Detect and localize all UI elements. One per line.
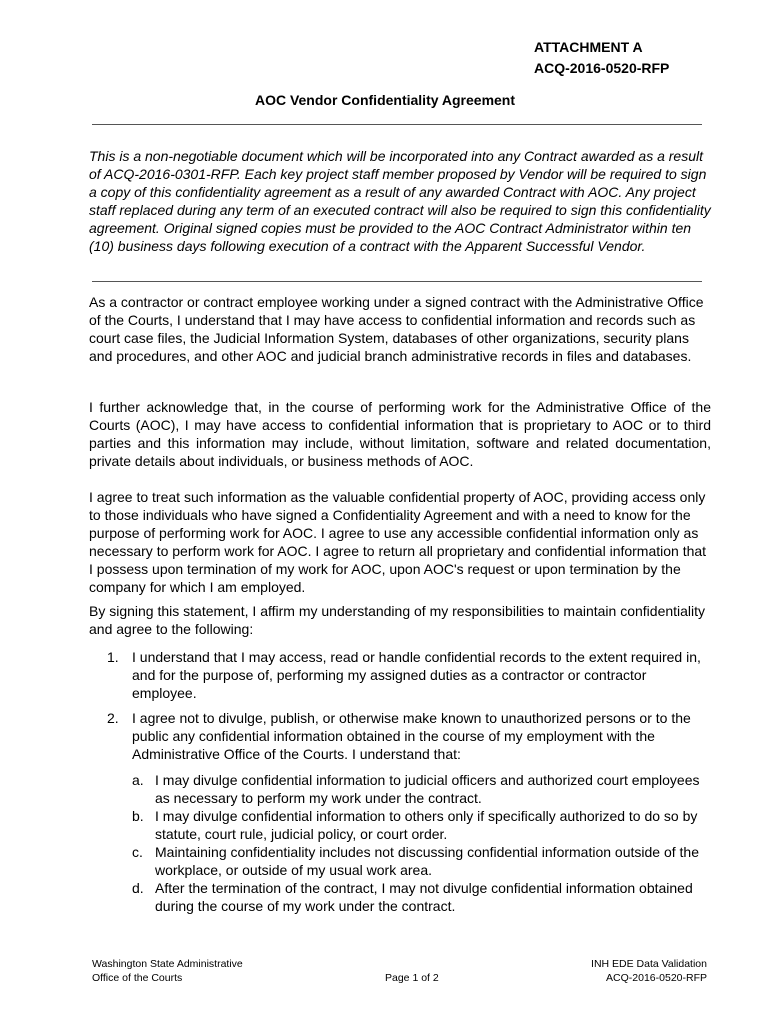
footer-org-line2: Office of the Courts xyxy=(92,972,183,984)
list-item-text: I understand that I may access, read or handle confidential records to the extent required in, and for the purpose of, performing my assigned duties as a contractor or contractor employee. xyxy=(132,649,701,701)
footer-organization xyxy=(92,957,243,985)
top-divider xyxy=(92,124,702,125)
sub-item-text: I may divulge confidential information to judicial officers and authorized court employees as necessary to perform my work under the contract. xyxy=(155,772,700,806)
footer-ref-line2: ACQ-2016-0520-RFP xyxy=(606,972,707,984)
page-number: Page 1 of 2 xyxy=(385,972,439,984)
footer-ref-line1: INH EDE Data Validation xyxy=(591,958,707,970)
paragraph-agree: I agree to treat such information as the valuable confidential property of AOC, providing access only to those individuals who have signed a Confidentiality Agreement and with a need to know for the purpose of performing work for AOC. I agree to use any accessible confidential information only as necessary to perform work for AOC. I agree to return all proprietary and confidential information that I possess upon termination of my work for AOC, upon AOC's request or upon termination by the company for which I am employed. xyxy=(89,489,707,595)
list-item-number: 2. xyxy=(107,710,119,726)
paragraph-acknowledge: I further acknowledge that, in the course of performing work for the Administrative Office of the Courts (AOC), I may have access to confidential information that is proprietary to AOC or to third parties and this information may include, without limitation, software and related documentation, private details about individuals, or business methods of AOC. xyxy=(89,399,711,469)
footer-org-line1: Washington State Administrative xyxy=(92,958,243,970)
paragraph-access: As a contractor or contract employee working under a signed contract with the Administrative Office of the Courts, I understand that I may have access to confidential information and records such as court case files, the Judicial Information System, databases of other organizations, security plans and procedures, and other AOC and judicial branch administrative records in files and databases. xyxy=(89,294,704,364)
list-item-number: 1. xyxy=(107,649,119,665)
sub-item-letter: b. xyxy=(132,808,144,824)
notice-divider xyxy=(92,281,702,282)
document-title: AOC Vendor Confidentiality Agreement xyxy=(254,92,516,108)
footer-document-ref xyxy=(591,957,707,985)
sub-item-text: After the termination of the contract, I may not divulge confidential information obtained during the course of my work under the contract. xyxy=(155,880,693,914)
sub-item-letter: d. xyxy=(132,880,144,896)
sub-item-text: I may divulge confidential information to others only if specifically authorized to do so by statute, court rule, judicial policy, or court order. xyxy=(155,808,698,842)
attachment-label: ATTACHMENT A xyxy=(534,39,643,55)
rfp-number: ACQ-2016-0520-RFP xyxy=(534,60,670,76)
sub-item-letter: a. xyxy=(132,772,144,788)
list-item-text: I agree not to divulge, publish, or otherwise make known to unauthorized persons or to the public any confidential information obtained in the course of my employment with the Administrative Office of the Courts. I understand that: xyxy=(132,710,691,762)
sub-item-letter: c. xyxy=(132,844,143,860)
sub-item-text: Maintaining confidentiality includes not discussing confidential information outside of the workplace, or outside of my usual work area. xyxy=(155,844,699,878)
paragraph-affirm: By signing this statement, I affirm my understanding of my responsibilities to maintain confidentiality and agree to the following: xyxy=(89,603,706,637)
attachment-header xyxy=(534,37,669,79)
notice-paragraph: This is a non-negotiable document which will be incorporated into any Contract awarded as a result of ACQ-2016-0301-RFP. Each key project staff member proposed by Vendor will be required to sign a copy of this confidentiality agreement as a result of any awarded Contract with AOC. Any project staff replaced during any term of an executed contract will also be required to sign this confidentiality agreement. Original signed copies must be provided to the AOC Contract Administrator within ten (10) business days following execution of a contract with the Apparent Successful Vendor. xyxy=(89,148,711,254)
